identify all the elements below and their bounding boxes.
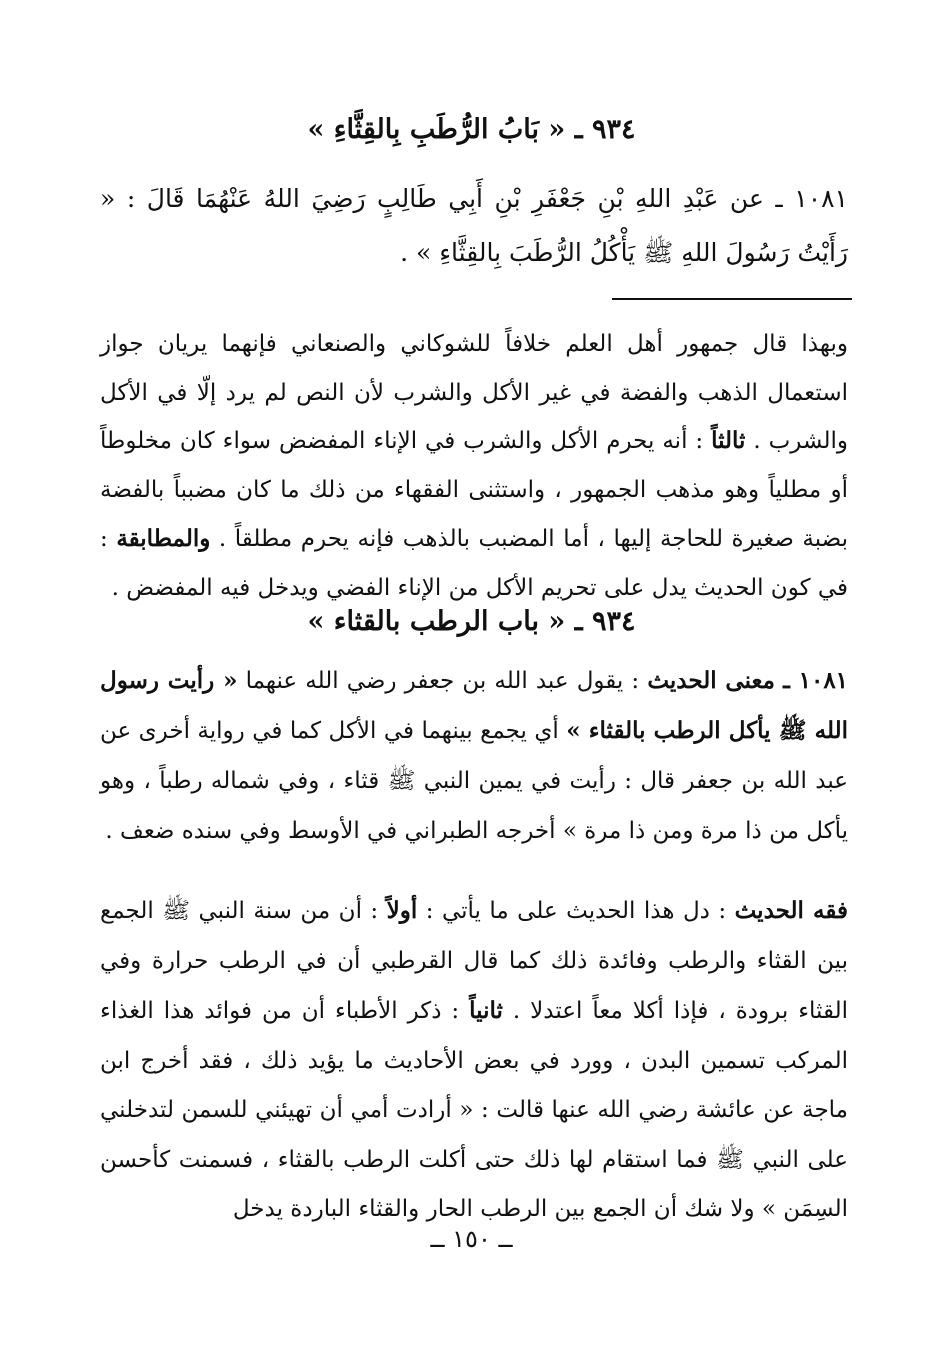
meaning-part-1: : يقول عبد الله بن جعفر رضي الله عنهما <box>245 668 640 694</box>
meaning-number: ١٠٨١ ـ <box>783 667 849 694</box>
commentary-paragraph <box>100 320 848 612</box>
label-thirdly: ثالثاً <box>711 427 746 455</box>
label-secondly: ثانياً <box>469 997 503 1024</box>
footnote-separator <box>612 298 852 300</box>
meaning-part-2: أي يجمع بينهما في الأكل كما في رواية أخرى عن عبد الله بن جعفر قال : رأيت في يمين النبي ﷺ قثاء ، وفي شماله رطباً ، وهو يأكل من ذا مرة ومن ذا مرة » أخرجه الطبراني في الأوسط وفي سنده ضعف . <box>100 718 848 844</box>
fiqh-part-2: : أن من سنة النبي ﷺ الجمع بين القثاء والرطب وفائدة ذلك كما قال القرطبي أن في الرطب حرارة وفي القثاء برودة ، فإذا أكلا معاً اعتدلا . <box>100 898 848 1024</box>
fiqh-label: فقه الحديث <box>734 897 849 924</box>
fiqh-paragraph <box>100 886 848 1235</box>
commentary-part-1: وبهذا قال جمهور أهل العلم خلافاً للشوكاني والصنعاني فإنهما يريان جواز استعمال الذهب والفضة في غير الأكل والشرب لأن النص لم يرد إلّا في الأكل والشرب . <box>100 331 848 455</box>
hadith-intro: ١٠٨١ ـ عن عَبْدِ اللهِ بْنِ جَعْفَرِ بْنِ أَبِي طَالِبٍ رَضِيَ اللهُ عَنْهُمَا قَالَ : <box>126 184 848 213</box>
hadith-quote: « رَأَيْتُ رَسُولَ اللهِ ﷺ يَأْكُلُ الرُّطَبَ بِالقِثَّاءِ » . <box>100 184 848 267</box>
commentary-part-3: : في كون الحديث يدل على تحريم الأكل من الإناء الفضي ويدخل فيه المفضض . <box>100 525 848 601</box>
hadith-text <box>100 172 848 280</box>
chapter-heading-bottom: ٩٣٤ ـ « باب الرطب بالقثاء » <box>307 606 636 637</box>
meaning-quote: « رأيت رسول الله ﷺ يأكل الرطب بالقثاء » <box>100 667 848 744</box>
fiqh-part-3: : ذكر الأطباء أن من فوائد هذا الغذاء المركب تسمين البدن ، وورد في بعض الأحاديث ما يؤيد ذلك ، فقد أخرج ابن ماجة عن عائشة رضي الله عنها قالت : « أرادت أمي أن تهيئني للسمن لتدخلني على النبي ﷺ فما استقام لها ذلك حتى أكلت الرطب بالقثاء ، فسمنت كأحسن السِمَن » ولا شك أن الجمع بين الرطب الحار والقثاء الباردة يدخل <box>100 998 848 1222</box>
commentary-part-2: : أنه يحرم الأكل والشرب في الإناء المفضض سواء كان مخلوطاً أو مطلياً وهو مذهب الجمهور ، واستثنى الفقهاء من ذلك ما كان مضبباً بالفضة بضبة صغيرة للحاجة إليها ، أما المضبب بالذهب فإنه يحرم مطلقاً . <box>100 428 849 552</box>
page-number: ــ ١٥٠ ــ <box>430 1225 513 1253</box>
label-matching: والمطابقة <box>116 524 211 552</box>
chapter-heading-top: ٩٣٤ ـ « بَابُ الرُّطَبِ بِالقِثَّاءِ » <box>307 114 636 145</box>
fiqh-part-1: : دل هذا الحديث على ما يأتي : <box>425 898 727 924</box>
meaning-label: معنى الحديث <box>647 667 775 694</box>
meaning-paragraph <box>100 656 848 856</box>
label-firstly: أولاً <box>386 897 418 924</box>
